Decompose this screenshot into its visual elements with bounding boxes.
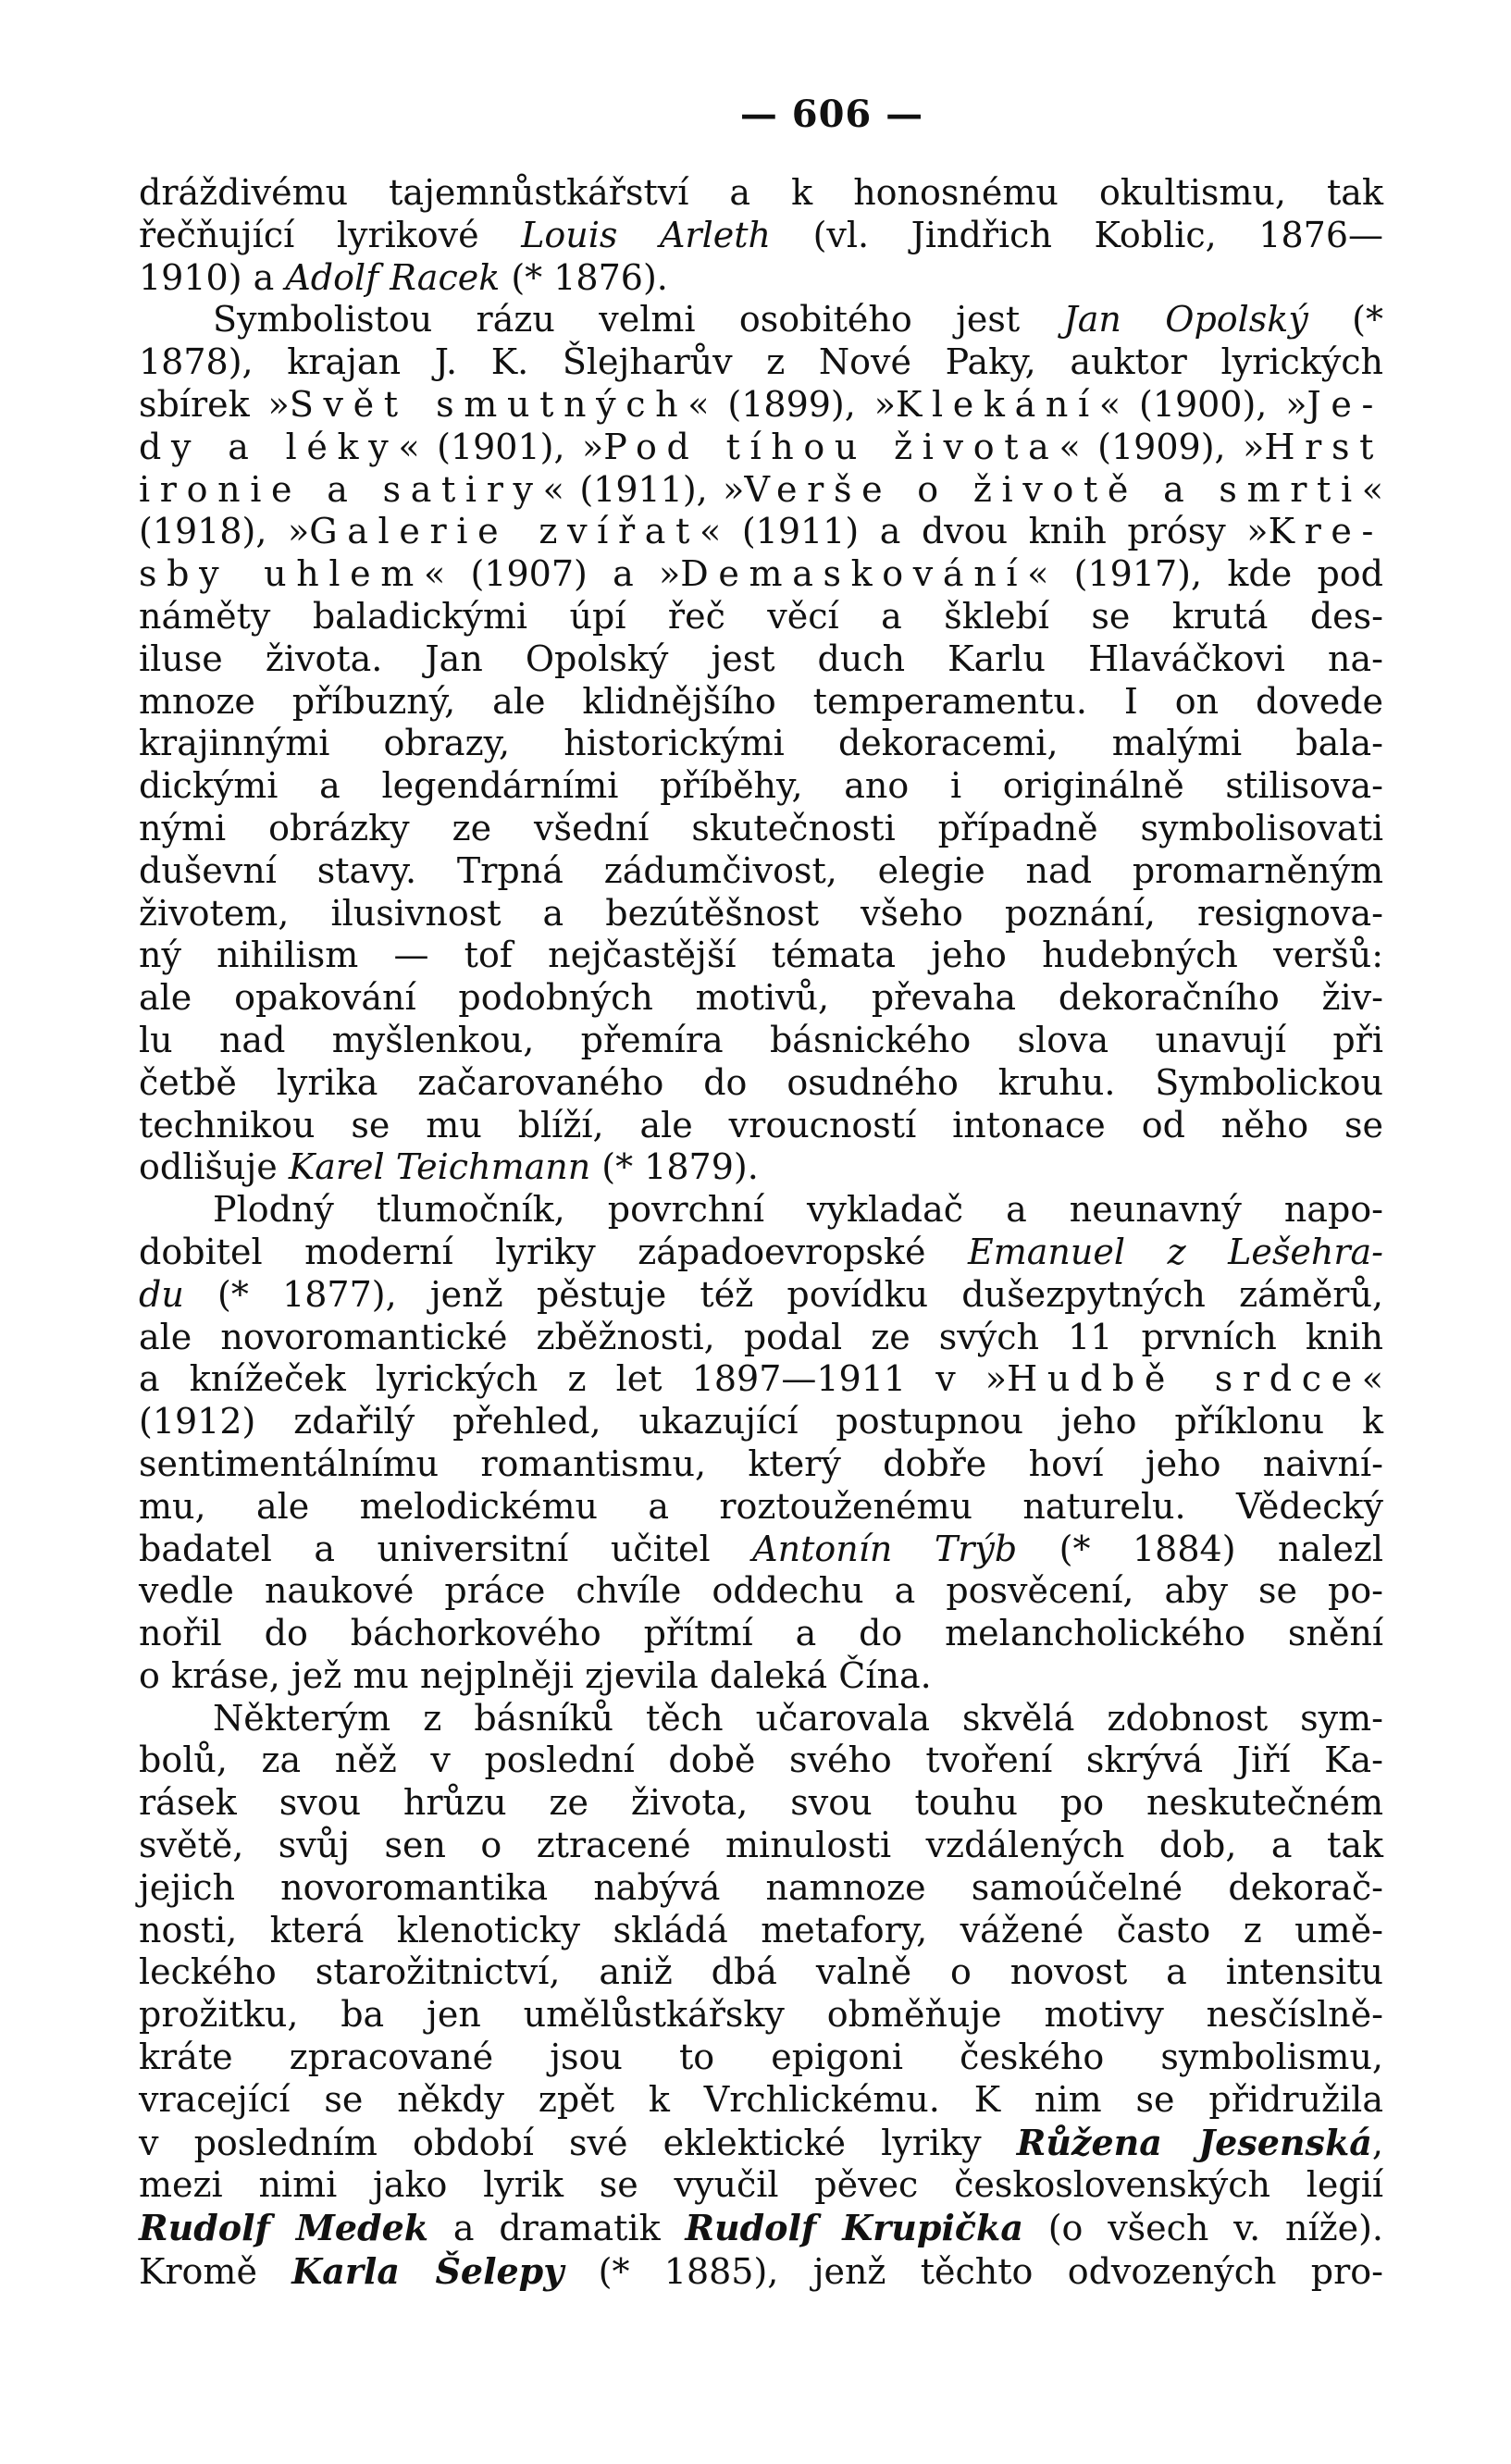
page-number: — 606 — (739, 93, 924, 136)
text-line: a knížeček lyrických z let 1897—1911 v »Hudbě srdce« (139, 1358, 1383, 1400)
text-line: ale novoromantické zběžnosti, podal ze svých 11 prvních knih (139, 1316, 1383, 1357)
text-line: Kromě Karla Šelepy (* 1885), jenž těchto odvozených pro- (139, 2250, 1383, 2293)
text-line: duševní stavy. Trpná zádumčivost, elegie nad promarněným (139, 849, 1383, 891)
text-line: dickými a legendárními příběhy, ano i originálně stilisova- (139, 765, 1383, 807)
text-line: nými obrázky ze všední skutečnosti případně symbolisovati (139, 807, 1383, 848)
text-line: kráte zpracované jsou to epigoni českého symbolismu, (139, 2037, 1383, 2078)
text-line: bolů, za něž v poslední době svého tvoření skrývá Jiří Ka- (139, 1740, 1383, 1781)
text-line: nosti, která klenoticky skládá metafory, vážené často z umě- (139, 1909, 1383, 1950)
text-line: 1910) a Adolf Racek (* 1876). (139, 256, 668, 298)
text-line: dobitel moderní lyriky západoevropské Emanuel z Lešehra- (139, 1231, 1384, 1272)
text-line: jejich novoromantika nabývá namnoze samoúčelné dekorač- (139, 1866, 1383, 1908)
text-line: životem, ilusivnost a bezútěšnost všeho poznání, resignova- (139, 892, 1383, 934)
text-line: odlišuje Karel Teichmann (* 1879). (139, 1146, 759, 1188)
text-line: Rudolf Medek a dramatik Rudolf Krupička (o všech v. níže). (139, 2207, 1384, 2249)
text-line: technikou se mu blíží, ale vroucností intonace od něho se (139, 1104, 1383, 1145)
text-line: (1912) zdařilý přehled, ukazující postupnou jeho příklonu k (139, 1401, 1383, 1442)
text-line: du (* 1877), jenž pěstuje též povídku dušezpytných záměrů, (139, 1273, 1383, 1315)
text-line: dy a léky« (1901), »Pod tíhou života« (1909), »Hrst (139, 426, 1384, 467)
text-line: nořil do báchorkového přítmí a do melancholického snění (139, 1613, 1383, 1654)
text-line: ný nihilism — tof nejčastější témata jeho hudebných veršů: (139, 935, 1383, 976)
text-line: lu nad myšlenkou, přemíra básnického slova unavují při (139, 1019, 1383, 1060)
text-line: světě, svůj sen o ztracené minulosti vzdálených dob, a tak (139, 1825, 1383, 1866)
text-line: (1918), »Galerie zvířat« (1911) a dvou knih prósy »Kre- (139, 511, 1384, 552)
text-line: vracející se někdy zpět k Vrchlickému. K nim se přidružila (139, 2078, 1383, 2120)
text-line: krajinnými obrazy, historickými dekoracemi, malými bala- (139, 723, 1383, 764)
text-line: dráždivému tajemnůstkářství a k honosnému okultismu, tak (139, 172, 1383, 213)
text-line: 1878), krajan J. K. Šlejharův z Nové Paky, auktor lyrických (139, 341, 1383, 383)
text-line: sbírek »Svět smutných« (1899), »Klekání« (1900), »Je- (139, 383, 1384, 425)
text-line: mnoze příbuzný, ale klidnějšího temperamentu. I on dovede (139, 680, 1383, 722)
text-line: řečňující lyrikové Louis Arleth (vl. Jindřich Koblic, 1876— (139, 214, 1383, 255)
text-line: četbě lyrika začarovaného do osudného kruhu. Symbolickou (139, 1061, 1383, 1103)
text-line: Plodný tlumočník, povrchní vykladač a neunavný napo- (213, 1189, 1383, 1231)
text-line: sentimentálnímu romantismu, který dobře hoví jeho naivní- (139, 1442, 1383, 1484)
text-line: iluse života. Jan Opolský jest duch Karlu Hlaváčkovi na- (139, 638, 1383, 679)
text-line: mu, ale melodickému a roztouženému naturelu. Vědecký (139, 1485, 1383, 1527)
text-line: prožitku, ba jen umělůstkářsky obměňuje motivy nesčíslně- (139, 1994, 1383, 2036)
text-line: náměty baladickými úpí řeč věcí a šklebí se krutá des- (139, 595, 1383, 637)
text-line: badatel a universitní učitel Antonín Trýb (* 1884) nalezl (139, 1528, 1383, 1569)
text-line: Symbolistou rázu velmi osobitého jest Jan Opolský (* (213, 299, 1383, 341)
text-line: o kráse, jež mu nejplněji zjevila daleká Čína. (139, 1654, 932, 1696)
text-line: rásek svou hrůzu ze života, svou touhu po neskutečném (139, 1782, 1383, 1824)
text-line: leckého starožitnictví, aniž dbá valně o novost a intensitu (139, 1951, 1383, 1993)
text-line: v posledním období své eklektické lyriky Růžena Jesenská, (139, 2121, 1383, 2163)
text-line: mezi nimi jako lyrik se vyučil pěvec československých legií (139, 2164, 1383, 2206)
text-line: ironie a satiry« (1911), »Verše o životě a smrti« (139, 468, 1383, 510)
text-line: vedle naukové práce chvíle oddechu a posvěcení, aby se po- (139, 1570, 1383, 1612)
text-line: ale opakování podobných motivů, převaha dekoračního živ- (139, 977, 1383, 1019)
text-line: sby uhlem« (1907) a »Demaskování« (1917), kde pod (139, 553, 1383, 595)
body-text (139, 172, 1383, 2294)
text-line: Některým z básníků těch učarovala skvělá zdobnost sym- (213, 1697, 1383, 1739)
